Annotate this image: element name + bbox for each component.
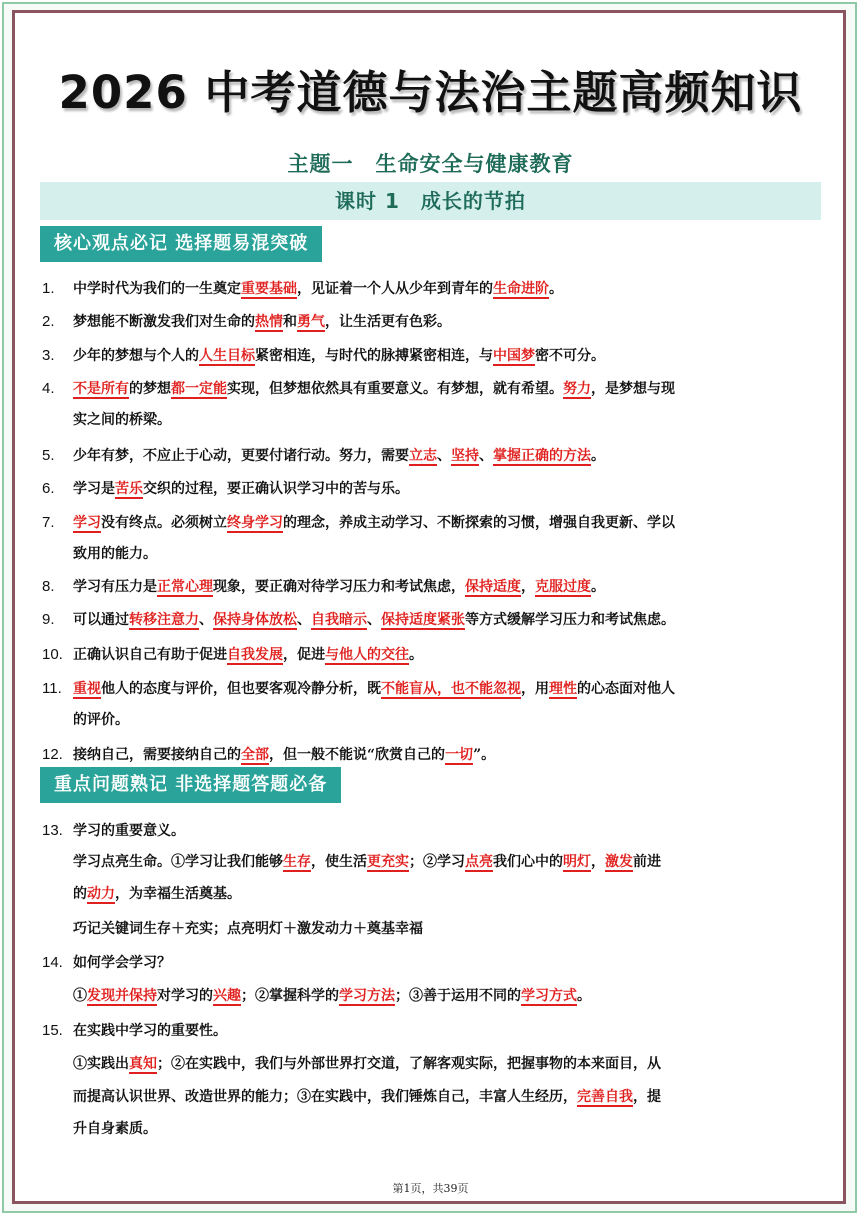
text-segment: 对学习的 [157,988,213,1004]
text-segment: 在实践中学习的重要性。 [73,1023,227,1039]
list-item [42,472,827,506]
highlighted-keyword: 都一定能 [171,381,227,397]
text-segment: ，为幸福生活奠基。 [115,886,241,902]
list-item-continuation [42,404,827,437]
text-segment: 梦想能不断激发我们对生命的 [73,314,255,330]
text-segment: 密不可分。 [535,348,605,364]
text-segment: ， [591,854,605,870]
text-segment: 。 [549,281,563,297]
highlighted-keyword: 中国梦 [493,348,535,364]
text-segment: ，但一般不能说“欣赏自己的 [269,747,446,763]
list-item-number: 14. [42,954,63,971]
list-item-number: 5. [42,447,55,464]
text-segment: 没有终点。必须树立 [101,515,227,531]
text-segment: 实现，但梦想依然具有重要意义。有梦想，就有希望。 [227,381,563,397]
text-segment: 。 [409,647,423,663]
text-segment: ①实践出 [73,1056,129,1072]
text-segment: 巧记关键词生存＋充实；点亮明灯＋激发动力＋奠基幸福 [73,921,423,937]
text-segment: ，让生活更有色彩。 [325,314,451,330]
text-segment: 交织的过程，要正确认识学习中的苦与乐。 [143,481,409,497]
list-item [42,372,827,406]
text-segment: ，促进 [283,647,325,663]
list-item-number: 6. [42,480,55,497]
list-item-continuation [42,1081,827,1114]
list-item-number: 11. [42,680,62,697]
highlighted-keyword: 正常心理 [157,579,213,595]
text-segment: 和 [283,314,297,330]
list-item-continuation [42,846,827,879]
list-item-number: 1. [42,280,55,297]
text-segment: ；②在实践中，我们与外部世界打交道，了解客观实际，把握事物的本来面目，从 [157,1056,661,1072]
text-segment: ；③善于运用不同的 [395,988,521,1004]
list-item-continuation [42,878,827,911]
list-item-number: 15. [42,1022,63,1039]
list-item-number: 3. [42,347,55,364]
highlighted-keyword: 理性 [549,681,577,697]
lesson-heading: 课时 1 成长的节拍 [40,182,821,220]
list-item [42,672,827,706]
list-item [42,1014,827,1048]
highlighted-keyword: 勇气 [297,314,325,330]
text-segment: 学习点亮生命。①学习让我们能够 [73,854,283,870]
text-segment: 前进 [633,854,661,870]
highlighted-keyword: 发现并保持 [87,988,157,1004]
text-segment: 少年的梦想与个人的 [73,348,199,364]
text-segment: 的评价。 [73,712,129,728]
text-segment: ，使生活 [311,854,367,870]
text-segment: 、 [367,612,381,628]
text-segment: ，见证着一个人从少年到青年的 [297,281,493,297]
text-segment: 致用的能力。 [73,546,157,562]
section-tag-core-points: 核心观点必记 选择题易混突破 [40,226,322,262]
page-footer: 第1页，共39页 [392,1182,469,1195]
text-segment: 、 [437,448,451,464]
highlighted-keyword: 立志 [409,448,437,464]
highlighted-keyword: 与他人的交往 [325,647,409,663]
list-item [42,738,827,772]
text-segment: ，提 [633,1089,661,1105]
highlighted-keyword: 苦乐 [115,481,143,497]
highlighted-keyword: 热情 [255,314,283,330]
highlighted-keyword: 兴趣 [213,988,241,1004]
list-item [42,570,827,604]
list-item-number: 7. [42,514,55,531]
highlighted-keyword: 更充实 [367,854,409,870]
list-item-number: 10. [42,646,63,663]
text-segment: 、 [479,448,493,464]
highlighted-keyword: 掌握正确的方法 [493,448,591,464]
text-segment: 中学时代为我们的一生奠定 [73,281,241,297]
text-segment: 学习是 [73,481,115,497]
document-title: 2026 中考道德与法治主题高频知识 [58,66,803,119]
text-segment: ；②学习 [409,854,465,870]
highlighted-keyword: 完善自我 [577,1089,633,1105]
list-item-number: 8. [42,578,55,595]
highlighted-keyword: 坚持 [451,448,479,464]
section-tag-key-questions: 重点问题熟记 非选择题答题必备 [40,767,341,803]
list-item [42,506,827,540]
text-segment: 的 [73,886,87,902]
highlighted-keyword: 全部 [241,747,269,763]
list-item-continuation [42,1048,827,1081]
list-item [42,439,827,473]
text-segment: 。 [591,579,605,595]
text-segment: 的梦想 [129,381,171,397]
highlighted-keyword: 重视 [73,681,101,697]
text-segment: 、 [199,612,213,628]
highlighted-keyword: 努力 [563,381,591,397]
list-item [42,305,827,339]
text-segment: 而提高认识世界、改造世界的能力；③在实践中，我们锤炼自己，丰富人生经历， [73,1089,577,1105]
list-item-number: 12. [42,746,63,763]
text-segment: 学习的重要意义。 [73,823,185,839]
list-item [42,603,827,637]
highlighted-keyword: 一切 [445,747,474,763]
highlighted-keyword: 克服过度 [535,579,591,595]
text-segment: 紧密相连，与时代的脉搏紧密相连，与 [255,348,493,364]
highlighted-keyword: 终身学习 [227,515,283,531]
text-segment: ， [521,579,535,595]
text-segment: ；②掌握科学的 [241,988,339,1004]
list-item-continuation [42,980,827,1013]
highlighted-keyword: 真知 [129,1056,157,1072]
list-item-continuation [42,538,827,571]
highlighted-keyword: 保持身体放松 [213,612,297,628]
list-item-number: 13. [42,822,63,839]
text-segment: 等方式缓解学习压力和考试焦虑。 [465,612,675,628]
list-item-continuation [42,704,827,737]
text-segment: ，是梦想与现 [591,381,675,397]
text-segment: 。 [577,988,591,1004]
list-item [42,638,827,672]
list-item [42,814,827,848]
highlighted-keyword: 学习方法 [339,988,395,1004]
highlighted-keyword: 转移注意力 [129,612,199,628]
text-segment: 接纳自己，需要接纳自己的 [73,747,241,763]
list-item [42,946,827,980]
text-segment: 可以通过 [73,612,129,628]
highlighted-keyword: 保持适度 [465,579,521,595]
highlighted-keyword: 自我发展 [227,647,283,663]
text-segment: 现象，要正确对待学习压力和考试焦虑， [213,579,465,595]
text-segment: 他人的态度与评价，但也要客观冷静分析，既 [101,681,381,697]
list-item-number: 9. [42,611,55,628]
list-item [42,339,827,373]
highlighted-keyword: 不是所有 [73,381,129,397]
topic-heading: 主题一 生命安全与健康教育 [287,152,574,176]
highlighted-keyword: 学习 [73,515,101,531]
highlighted-keyword: 生存 [283,854,311,870]
highlighted-keyword: 点亮 [465,854,493,870]
highlighted-keyword: 保持适度紧张 [381,612,465,628]
text-segment: 的心态面对他人 [577,681,675,697]
list-item-continuation [42,1113,827,1146]
list-item-number: 4. [42,380,55,397]
text-segment: 的理念，养成主动学习、不断探索的习惯，增强自我更新、学以 [283,515,675,531]
highlighted-keyword: 明灯 [563,854,591,870]
text-segment: 我们心中的 [493,854,563,870]
highlighted-keyword: 生命进阶 [493,281,549,297]
highlighted-keyword: 自我暗示 [311,612,367,628]
text-segment: 实之间的桥梁。 [73,412,171,428]
highlighted-keyword: 学习方式 [521,988,577,1004]
list-item-continuation [42,913,827,946]
list-item [42,272,827,306]
text-segment: 、 [297,612,311,628]
text-segment: 如何学会学习？ [73,955,171,971]
text-segment: ① [73,988,87,1004]
text-segment: 。 [591,448,605,464]
highlighted-keyword: 不能盲从，也不能忽视 [381,681,521,697]
highlighted-keyword: 激发 [605,854,633,870]
text-segment: 升自身素质。 [73,1121,157,1137]
text-segment: ”。 [473,747,496,763]
text-segment: 正确认识自己有助于促进 [73,647,227,663]
highlighted-keyword: 重要基础 [241,281,297,297]
list-item-number: 2. [42,313,55,330]
text-segment: 学习有压力是 [73,579,157,595]
text-segment: ，用 [521,681,549,697]
highlighted-keyword: 人生目标 [199,348,255,364]
text-segment: 少年有梦，不应止于心动，更要付诸行动。努力，需要 [73,448,409,464]
highlighted-keyword: 动力 [87,886,115,902]
